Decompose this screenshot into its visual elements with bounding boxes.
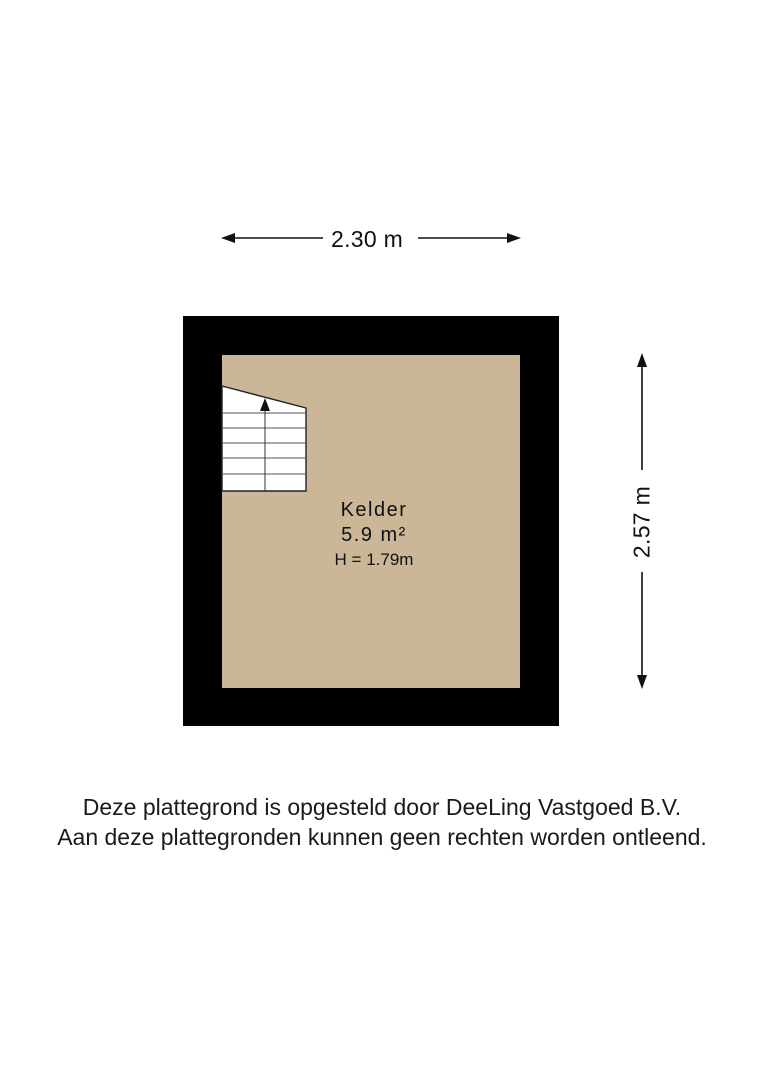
room-height: H = 1.79m	[334, 550, 414, 569]
room-name: Kelder	[340, 499, 408, 521]
arrowhead-right-icon	[507, 233, 521, 243]
disclaimer-line-1: Deze plattegrond is opgesteld door DeeLing Vastgoed B.V.	[82, 794, 682, 820]
arrowhead-down-icon	[637, 675, 647, 689]
room-area: 5.9 m²	[341, 524, 407, 546]
arrowhead-left-icon	[221, 233, 235, 243]
width-dimension-label: 2.30 m	[331, 226, 404, 252]
depth-dimension-label: 2.57 m	[628, 485, 655, 559]
disclaimer-line-2: Aan deze plattegronden kunnen geen rechten worden ontleend.	[57, 824, 707, 850]
arrowhead-up-icon	[637, 353, 647, 367]
